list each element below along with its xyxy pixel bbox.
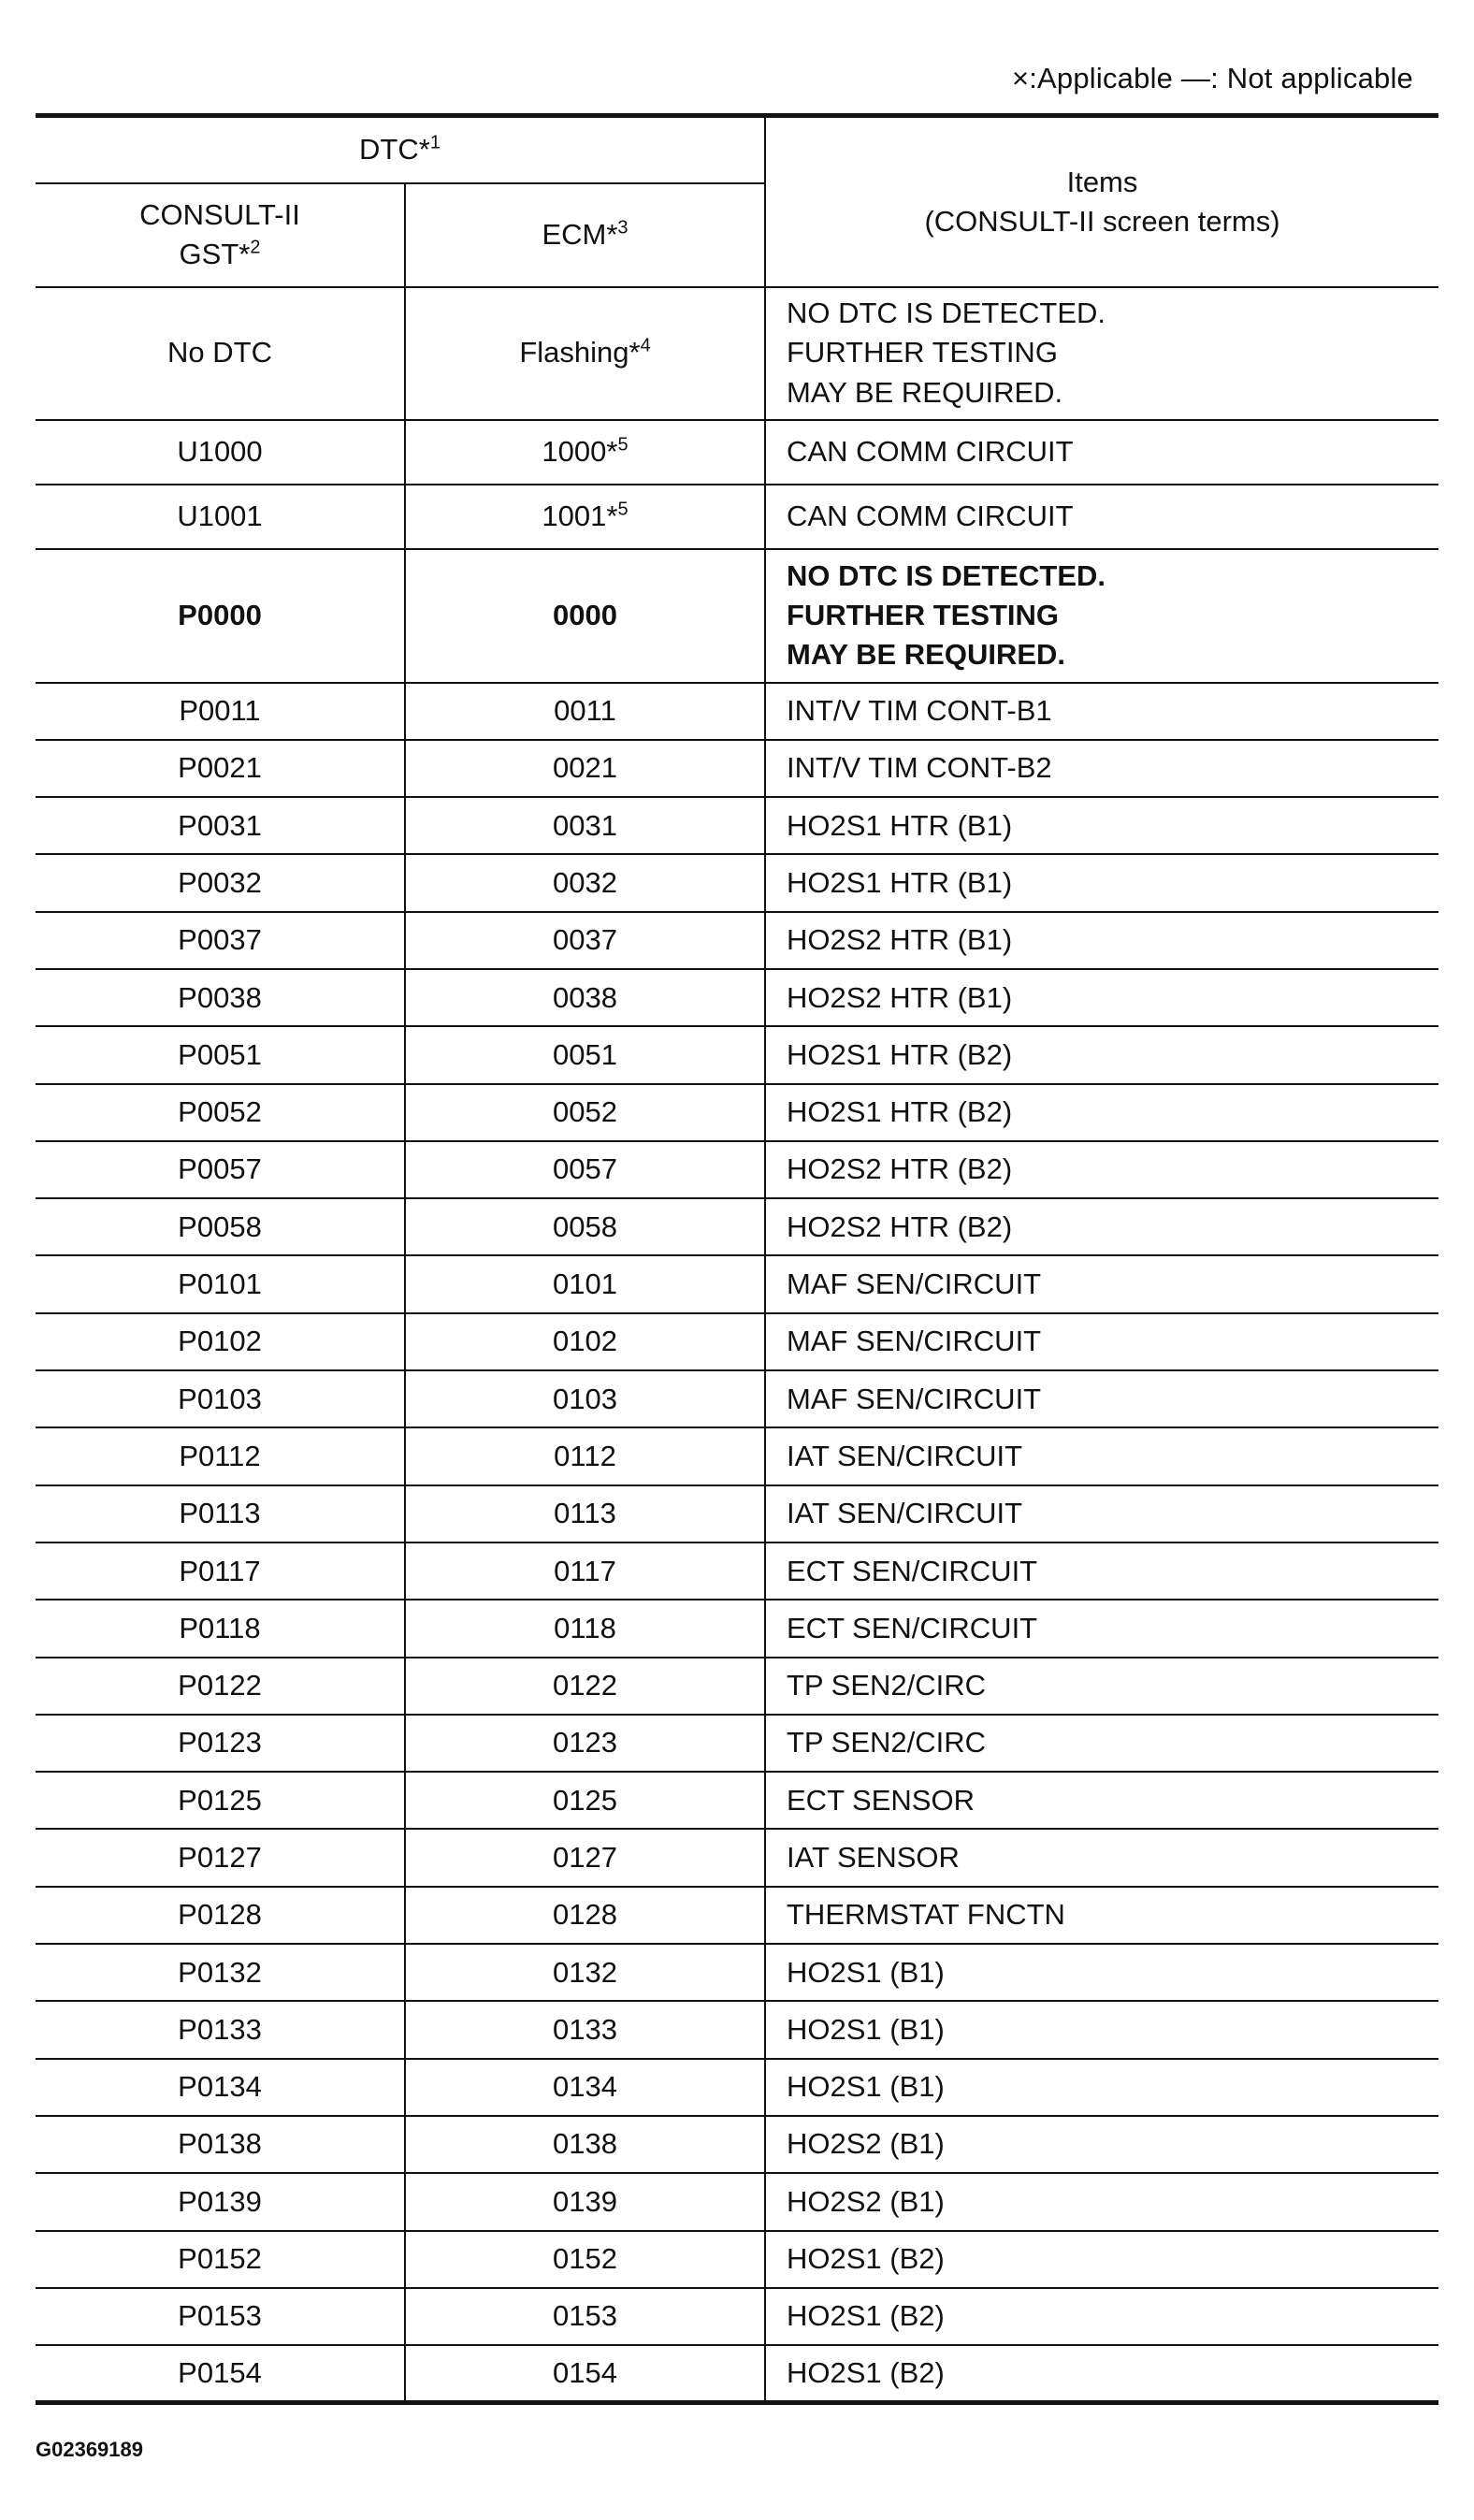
item-text-line: MAF SEN/CIRCUIT <box>787 1267 1042 1301</box>
table-row <box>36 740 1438 797</box>
table-row <box>36 1829 1438 1886</box>
item-description-cell <box>765 485 1438 549</box>
ecm-code-cell: 0021 <box>405 740 765 797</box>
table-row <box>36 549 1438 683</box>
item-text-line: INT/V TIM CONT-B2 <box>787 751 1052 785</box>
item-description-cell <box>765 1944 1438 2001</box>
ecm-column-header: ECM*$^3$ <box>405 183 765 287</box>
item-text-line: MAY BE REQUIRED. <box>787 375 1063 409</box>
dtc-table <box>36 113 1438 2405</box>
table-row <box>36 1715 1438 1772</box>
consult-code-cell: P0103 <box>36 1370 405 1427</box>
item-text-line: CAN COMM CIRCUIT <box>787 434 1074 468</box>
consult-code-cell: P0112 <box>36 1427 405 1484</box>
item-description-cell <box>765 1887 1438 1944</box>
item-text-line: HO2S2 HTR (B1) <box>787 980 1013 1014</box>
applicability-legend: ×:Applicable —: Not applicable <box>1011 62 1413 94</box>
ecm-code-cell: 0117 <box>405 1542 765 1600</box>
consult-code-cell: P0057 <box>36 1141 405 1198</box>
table-row <box>36 1485 1438 1542</box>
item-text-line: TP SEN2/CIRC <box>787 1669 987 1702</box>
item-text-line: INT/V TIM CONT-B1 <box>787 694 1052 728</box>
item-text-line: HO2S2 HTR (B2) <box>787 1209 1013 1243</box>
item-description-cell <box>765 1084 1438 1141</box>
table-row <box>36 2345 1438 2402</box>
item-text-line: FURTHER TESTING <box>787 598 1060 631</box>
item-text-line: FURTHER TESTING <box>787 336 1058 369</box>
consult-code-cell: P0011 <box>36 683 405 740</box>
consult-code-cell: P0132 <box>36 1944 405 2001</box>
ecm-code-cell: 0000 <box>405 549 765 683</box>
ecm-code-cell: 0153 <box>405 2288 765 2345</box>
consult-code-cell: P0031 <box>36 797 405 854</box>
item-text-line: HO2S1 HTR (B1) <box>787 808 1013 842</box>
ecm-code-cell: 0011 <box>405 683 765 740</box>
item-text-line: MAF SEN/CIRCUIT <box>787 1325 1042 1358</box>
table-row <box>36 1198 1438 1255</box>
table-row <box>36 1255 1438 1312</box>
item-description-cell <box>765 1485 1438 1542</box>
item-description-cell <box>765 1026 1438 1083</box>
item-description-cell <box>765 969 1438 1026</box>
consult-code-cell: P0133 <box>36 2001 405 2058</box>
table-row <box>36 1658 1438 1715</box>
consult-code-cell: P0038 <box>36 969 405 1026</box>
consult-code-cell: P0051 <box>36 1026 405 1083</box>
consult-code-cell: P0139 <box>36 2173 405 2230</box>
item-description-cell <box>765 2231 1438 2288</box>
ecm-code-cell: 0032 <box>405 854 765 911</box>
table-row <box>36 2173 1438 2230</box>
table-row <box>36 1427 1438 1484</box>
item-description-cell <box>765 1370 1438 1427</box>
consult-code-cell: P0127 <box>36 1829 405 1886</box>
table-row <box>36 912 1438 969</box>
ecm-code-cell: 0122 <box>405 1658 765 1715</box>
consult-code-cell: P0152 <box>36 2231 405 2288</box>
ecm-code-cell: 0058 <box>405 1198 765 1255</box>
item-text-line: HO2S1 (B2) <box>787 2299 945 2333</box>
item-description-cell <box>765 1772 1438 1829</box>
consult-code-cell: P0052 <box>36 1084 405 1141</box>
dtc-table-body <box>36 287 1438 2403</box>
table-row <box>36 485 1438 549</box>
ecm-code-cell: 0154 <box>405 2345 765 2402</box>
consult-code-cell: P0102 <box>36 1313 405 1370</box>
item-description-cell <box>765 1313 1438 1370</box>
ecm-code-cell: 0127 <box>405 1829 765 1886</box>
consult-code-cell: P0153 <box>36 2288 405 2345</box>
item-description-cell <box>765 912 1438 969</box>
ecm-code-cell: 0037 <box>405 912 765 969</box>
footnote-marker: 5 <box>617 434 629 456</box>
item-description-cell <box>765 1255 1438 1312</box>
item-text-line: HO2S1 (B1) <box>787 2070 945 2104</box>
item-text-line: HO2S1 HTR (B2) <box>787 1095 1013 1129</box>
item-description-cell <box>765 2288 1438 2345</box>
table-row <box>36 683 1438 740</box>
ecm-code-cell: 0152 <box>405 2231 765 2288</box>
ecm-code-cell: 0102 <box>405 1313 765 1370</box>
item-text-line: IAT SEN/CIRCUIT <box>787 1439 1023 1472</box>
item-description-cell <box>765 1658 1438 1715</box>
ecm-code-cell: 0118 <box>405 1600 765 1657</box>
item-text-line: THERMSTAT FNCTN <box>787 1898 1065 1932</box>
consult-code-cell: P0122 <box>36 1658 405 1715</box>
item-description-cell <box>765 1427 1438 1484</box>
table-row <box>36 2116 1438 2173</box>
consult-code-cell: U1001 <box>36 485 405 549</box>
ecm-code-cell: 0138 <box>405 2116 765 2173</box>
table-row <box>36 287 1438 420</box>
consult-code-cell: P0021 <box>36 740 405 797</box>
ecm-code-cell: Flashing*$^4$ <box>405 287 765 420</box>
item-text-line: ECT SENSOR <box>787 1783 975 1817</box>
item-description-cell <box>765 549 1438 683</box>
consult-code-cell: P0032 <box>36 854 405 911</box>
ecm-code-cell: 0031 <box>405 797 765 854</box>
item-text-line: MAY BE REQUIRED. <box>787 638 1066 672</box>
ecm-code-cell: 0057 <box>405 1141 765 1198</box>
ecm-code-cell: 0051 <box>405 1026 765 1083</box>
item-description-cell <box>765 854 1438 911</box>
table-row <box>36 2059 1438 2116</box>
item-text-line: HO2S2 (B1) <box>787 2127 945 2161</box>
table-row <box>36 797 1438 854</box>
table-row <box>36 2001 1438 2058</box>
items-column-header: Items (CONSULT-II screen terms) <box>765 116 1438 287</box>
item-description-cell <box>765 1141 1438 1198</box>
item-description-cell <box>765 2116 1438 2173</box>
item-text-line: HO2S2 HTR (B1) <box>787 923 1013 957</box>
item-text-line: NO DTC IS DETECTED. <box>787 297 1106 330</box>
table-row <box>36 1313 1438 1370</box>
item-text-line: HO2S1 (B1) <box>787 2012 945 2046</box>
item-description-cell <box>765 2345 1438 2402</box>
table-row <box>36 420 1438 485</box>
consult-code-cell: U1000 <box>36 420 405 485</box>
item-text-line: ECT SEN/CIRCUIT <box>787 1611 1038 1644</box>
table-row <box>36 1944 1438 2001</box>
ecm-code-cell: 0038 <box>405 969 765 1026</box>
table-row <box>36 1772 1438 1829</box>
consult-code-cell: P0037 <box>36 912 405 969</box>
ecm-code-cell: 0134 <box>405 2059 765 2116</box>
ecm-code-cell: 0052 <box>405 1084 765 1141</box>
item-description-cell <box>765 1829 1438 1886</box>
item-description-cell <box>765 797 1438 854</box>
consult-code-cell: P0128 <box>36 1887 405 1944</box>
ecm-code-cell: 0133 <box>405 2001 765 2058</box>
consult-column-header: CONSULT-II GST*$^2$ <box>36 183 405 287</box>
item-text-line: HO2S1 HTR (B2) <box>787 1037 1013 1071</box>
item-description-cell <box>765 1198 1438 1255</box>
consult-code-cell: P0000 <box>36 549 405 683</box>
consult-code-cell: P0125 <box>36 1772 405 1829</box>
item-description-cell <box>765 1600 1438 1657</box>
consult-code-cell: P0113 <box>36 1485 405 1542</box>
consult-code-cell: P0058 <box>36 1198 405 1255</box>
table-row <box>36 1542 1438 1600</box>
consult-code-cell: No DTC <box>36 287 405 420</box>
item-description-cell <box>765 2001 1438 2058</box>
table-row <box>36 1026 1438 1083</box>
ecm-code-cell: 1001*$^5$ <box>405 485 765 549</box>
consult-code-cell: P0154 <box>36 2345 405 2402</box>
item-text-line: HO2S2 HTR (B2) <box>787 1152 1013 1186</box>
ecm-code-cell: 0101 <box>405 1255 765 1312</box>
item-description-cell <box>765 420 1438 485</box>
ecm-code-cell: 0139 <box>405 2173 765 2230</box>
consult-code-cell: P0138 <box>36 2116 405 2173</box>
ecm-code-cell: 0103 <box>405 1370 765 1427</box>
consult-code-cell: P0118 <box>36 1600 405 1657</box>
footnote-marker: 5 <box>617 499 629 520</box>
figure-id: G02369189 <box>36 2438 143 2461</box>
item-description-cell <box>765 1715 1438 1772</box>
item-description-cell <box>765 740 1438 797</box>
item-description-cell <box>765 683 1438 740</box>
ecm-code-cell: 1000*$^5$ <box>405 420 765 485</box>
table-row <box>36 1370 1438 1427</box>
item-text-line: TP SEN2/CIRC <box>787 1726 987 1760</box>
table-row <box>36 2288 1438 2345</box>
item-text-line: HO2S1 (B1) <box>787 1955 945 1989</box>
ecm-code-cell: 0113 <box>405 1485 765 1542</box>
item-text-line: HO2S1 HTR (B1) <box>787 865 1013 899</box>
item-text-line: HO2S1 (B2) <box>787 2355 945 2389</box>
consult-code-cell: P0101 <box>36 1255 405 1312</box>
table-row <box>36 1141 1438 1198</box>
consult-code-cell: P0123 <box>36 1715 405 1772</box>
item-text-line: HO2S1 (B2) <box>787 2242 945 2276</box>
item-description-cell <box>765 2059 1438 2116</box>
item-text-line: NO DTC IS DETECTED. <box>787 558 1106 592</box>
ecm-code-cell: 0132 <box>405 1944 765 2001</box>
item-text-line: MAF SEN/CIRCUIT <box>787 1382 1042 1415</box>
ecm-code-cell: 0112 <box>405 1427 765 1484</box>
table-row <box>36 1887 1438 1944</box>
ecm-code-cell: 0128 <box>405 1887 765 1944</box>
table-row <box>36 969 1438 1026</box>
dtc-group-header: DTC*$^1$ <box>36 116 765 183</box>
item-description-cell <box>765 1542 1438 1600</box>
table-row <box>36 2231 1438 2288</box>
item-text-line: IAT SENSOR <box>787 1841 960 1874</box>
table-row <box>36 854 1438 911</box>
ecm-code-cell: 0123 <box>405 1715 765 1772</box>
item-description-cell <box>765 287 1438 420</box>
item-text-line: IAT SEN/CIRCUIT <box>787 1497 1023 1530</box>
item-text-line: ECT SEN/CIRCUIT <box>787 1554 1038 1587</box>
item-description-cell <box>765 2173 1438 2230</box>
ecm-code-cell: 0125 <box>405 1772 765 1829</box>
table-row <box>36 1084 1438 1141</box>
table-row <box>36 1600 1438 1657</box>
item-text-line: HO2S2 (B1) <box>787 2184 945 2218</box>
consult-code-cell: P0117 <box>36 1542 405 1600</box>
footnote-marker: 4 <box>640 336 651 357</box>
item-text-line: CAN COMM CIRCUIT <box>787 499 1074 532</box>
consult-code-cell: P0134 <box>36 2059 405 2116</box>
